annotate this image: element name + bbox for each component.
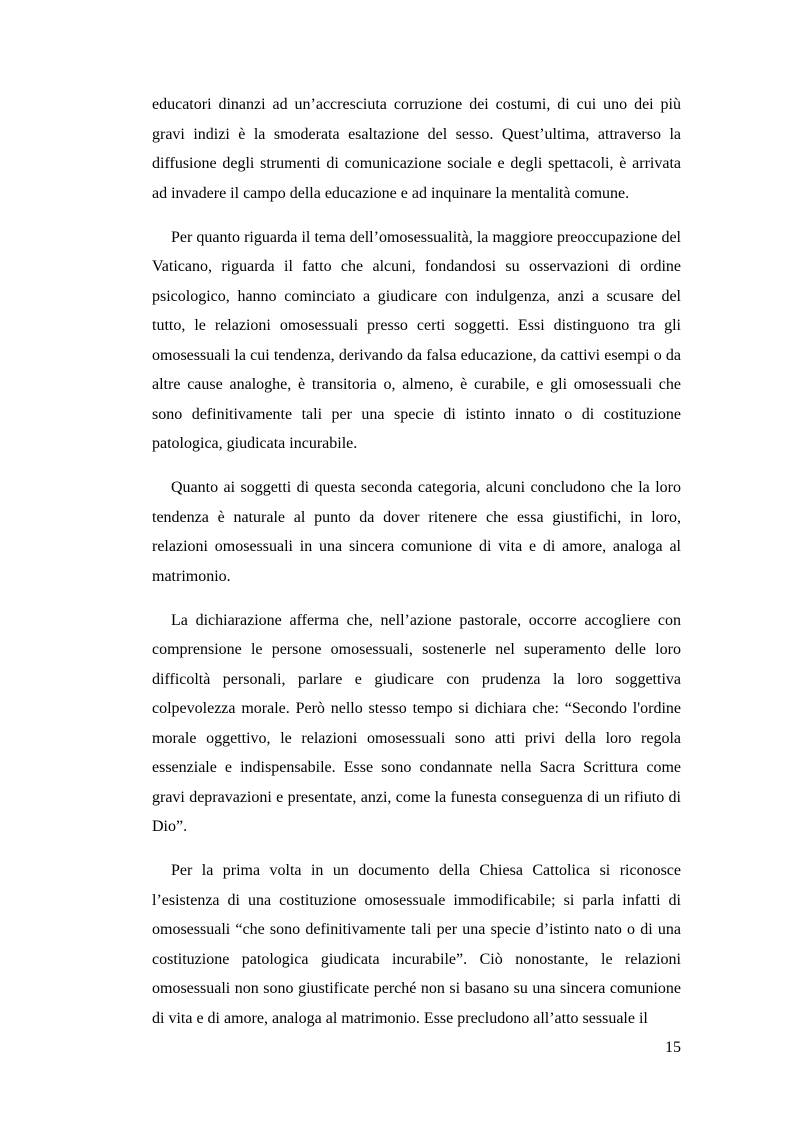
paragraph-continuation: educatori dinanzi ad un’accresciuta corruzione dei costumi, di cui uno dei più gravi indizi è la smoderata esaltazione del sesso. Quest’ultima, attraverso la diffusione degli strumenti di comunicazione sociale e degli spettacoli, è arrivata ad invadere il campo della educazione e ad inquinare la mentalità comune. bbox=[152, 96, 681, 202]
paragraph-declaration: La dichiarazione afferma che, nell’azione pastorale, occorre accogliere con comprensione le persone omosessuali, sostenerle nel superamento delle loro difficoltà personali, parlare e giudicare con prudenza la loro soggettiva colpevolezza morale. Però nello stesso tempo si dichiara che: “Secondo l'ordine morale oggettivo, le relazioni omosessuali sono atti privi della loro regola essenziale e indispensabile. Esse sono condannate nella Sacra Scrittura come gravi depravazioni e presentate, anzi, come la funesta conseguenza di un rifiuto di Dio”. bbox=[152, 611, 681, 835]
body-text bbox=[152, 90, 681, 1033]
paragraph-second-category: Quanto ai soggetti di questa seconda categoria, alcuni concludono che la loro tendenza è naturale al punto da dover ritenere che essa giustifichi, in loro, relazioni omosessuali in una sincera comunione di vita e di amore, analoga al matrimonio. bbox=[152, 479, 681, 585]
paragraph-homosexuality-concern: Per quanto riguarda il tema dell’omosessualità, la maggiore preoccupazione del Vaticano, riguarda il fatto che alcuni, fondandosi su osservazioni di ordine psicologico, hanno cominciato a giudicare con indulgenza, anzi a scusare del tutto, le relazioni omosessuali presso certi soggetti. Essi distinguono tra gli omosessuali la cui tendenza, derivando da falsa educazione, da cattivi esempi o da altre cause analoghe, è transitoria o, almeno, è curabile, e gli omosessuali che sono definitivamente tali per una specie di istinto innato o di costituzione patologica, giudicata incurabile. bbox=[152, 228, 681, 452]
paragraph-first-time: Per la prima volta in un documento della Chiesa Cattolica si riconosce l’esistenza di una costituzione omosessuale immodificabile; si parla infatti di omosessuali “che sono definitivamente tali per una specie d’istinto nato o di una costituzione patologica giudicata incurabile”. Ciò nonostante, le relazioni omosessuali non sono giustificate perché non si basano su una sincera comunione di vita e di amore, analoga al matrimonio. Esse precludono all’atto sessuale il bbox=[152, 862, 681, 1027]
page-number: 15 bbox=[665, 1039, 681, 1056]
